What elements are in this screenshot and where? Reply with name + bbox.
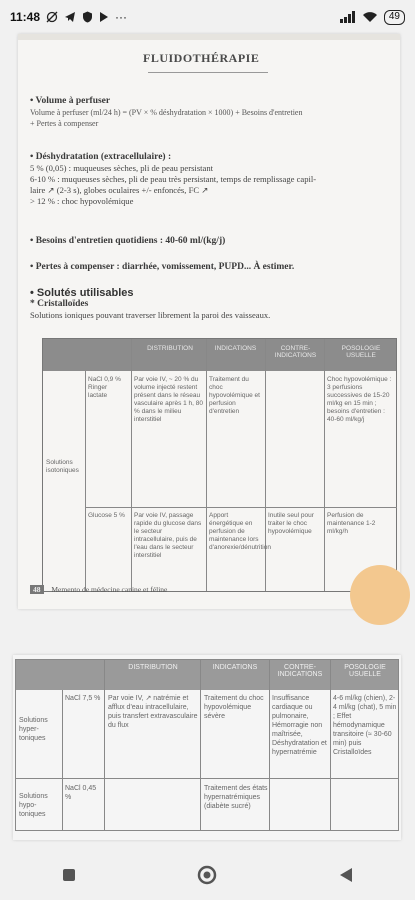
row-label: Solutions hyper-toniques bbox=[19, 717, 48, 742]
cell-solute: NaCl 0,45 % bbox=[65, 785, 97, 801]
col-divider bbox=[324, 339, 325, 591]
cell-solute: NaCl 7,5 % bbox=[65, 695, 101, 702]
volume-formula: Volume à perfuser (ml/24 h) = (PV × % déshydratation × 1000) + Besoins d'entretien bbox=[30, 108, 303, 117]
back-triangle-icon bbox=[339, 867, 353, 883]
recents-button[interactable] bbox=[49, 855, 89, 895]
col-divider bbox=[85, 371, 86, 591]
cell-solute: NaCl 0,9 % Ringer lactate bbox=[88, 376, 121, 399]
dehydration-line: 6-10 % : muqueuses sèches, pli de peau très persistant, temps de remplissage capil- bbox=[30, 174, 317, 184]
row-divider bbox=[85, 507, 397, 508]
dehydration-line: laire ↗ (2-3 s), globes oculaires +/- enfoncés, FC ↗ bbox=[30, 185, 209, 195]
volume-heading: • Volume à perfuser bbox=[30, 96, 111, 106]
cell-contre: Insuffisance cardiaque ou pulmonaire, Hémorragie non maîtrisée, Déshydratation et hypernatrémie bbox=[272, 695, 327, 756]
cell-contre: Inutile seul pour traiter le choc hypovolémique bbox=[268, 512, 314, 535]
header-indications: INDICATIONS bbox=[214, 345, 257, 352]
play-icon bbox=[99, 11, 109, 23]
title-divider bbox=[148, 72, 268, 73]
row-divider bbox=[16, 778, 398, 779]
wifi-icon bbox=[362, 11, 378, 23]
col-divider bbox=[269, 660, 270, 830]
header-distribution: DISTRIBUTION bbox=[128, 664, 178, 671]
document-page-photo bbox=[18, 34, 400, 609]
more-notifications: ··· bbox=[115, 10, 128, 24]
col-divider bbox=[330, 660, 331, 830]
header-distribution: DISTRIBUTION bbox=[147, 345, 193, 352]
col-divider bbox=[206, 339, 207, 591]
header-posologie: POSOLOGIE USUELLE bbox=[341, 345, 381, 359]
header-contre-indications: CONTRE-INDICATIONS bbox=[277, 664, 323, 678]
cell-distribution: Par voie IV, passage rapide du glucose dans le secteur intracellulaire, puis de l'eau dans le secteur interstitiel bbox=[134, 512, 202, 559]
col-divider bbox=[62, 690, 63, 830]
table-hyper-hypo bbox=[15, 659, 399, 831]
system-nav-bar bbox=[0, 850, 415, 900]
square-icon bbox=[62, 868, 76, 882]
battery-indicator: 49 bbox=[384, 10, 405, 25]
page-footer bbox=[30, 585, 167, 594]
cell-distribution: Par voie IV, ↗ natrémie et afflux d'eau intracellulaire, puis transfert extravasculaire du flux bbox=[108, 695, 198, 729]
dehydration-heading: • Déshydratation (extracellulaire) : bbox=[30, 152, 172, 162]
cell-indications: Traitement du choc hypovolémique et perfusion d'entretien bbox=[209, 376, 260, 415]
back-button[interactable] bbox=[326, 855, 366, 895]
cell-posologie: Choc hypovolémique : 3 perfusions successives de 15-20 ml/kg en 15 min ; besoins d'entretien : 40-60 ml/kg/j bbox=[327, 376, 392, 423]
besoins-line: • Besoins d'entretien quotidiens : 40-60 ml/(kg/j) bbox=[30, 236, 226, 246]
volume-section bbox=[30, 96, 302, 129]
header-indications: INDICATIONS bbox=[212, 664, 258, 671]
header-contre-indications: CONTRE-INDICATIONS bbox=[274, 345, 317, 359]
page-number: 48 bbox=[30, 585, 44, 594]
cell-indications: Traitement des états hypernatrémiques (diabète sucré) bbox=[204, 785, 268, 810]
telegram-icon bbox=[64, 11, 76, 23]
cell-indications: Apport énergétique en perfusion de maintenance lors d'anorexie/dénutrition bbox=[209, 512, 271, 551]
cell-indications: Traitement du choc hypovolémique sévère bbox=[204, 695, 264, 720]
volume-formula-cont: + Pertes à compenser bbox=[30, 119, 99, 128]
circle-icon bbox=[197, 865, 217, 885]
col-divider bbox=[200, 660, 201, 830]
cristalloides-subheading: * Cristalloïdes bbox=[30, 299, 89, 309]
sync-off-icon bbox=[46, 11, 58, 23]
solutes-section bbox=[30, 288, 270, 321]
clock: 11:48 bbox=[10, 10, 41, 24]
header-posologie: POSOLOGIE USUELLE bbox=[344, 664, 386, 678]
status-bar bbox=[0, 0, 415, 34]
cell-posologie: Perfusion de maintenance 1-2 ml/kg/h bbox=[327, 512, 376, 535]
document-page-photo-2 bbox=[13, 655, 401, 840]
col-divider bbox=[104, 660, 105, 830]
shield-icon bbox=[82, 11, 93, 23]
pertes-line: • Pertes à compenser : diarrhée, vomissement, PUPD... À estimer. bbox=[30, 262, 295, 272]
dehydration-section bbox=[30, 152, 400, 207]
row-label: Solutions isotoniques bbox=[46, 459, 79, 474]
dehydration-line: 5 % (0,05) : muqueuses sèches, pli de peau persistant bbox=[30, 163, 214, 173]
signal-icon bbox=[340, 11, 356, 23]
dehydration-line: > 12 % : choc hypovolémique bbox=[30, 196, 134, 206]
page-title: FLUIDOTHÉRAPIE bbox=[143, 51, 260, 65]
book-title: Memento de médecine canine et féline bbox=[51, 585, 168, 594]
row-label: Solutions hypo-toniques bbox=[19, 793, 48, 818]
table-isotonic bbox=[42, 338, 397, 592]
cell-distribution: Par voie IV, ~ 20 % du volume injecté restent présent dans le réseau vasculaire après 1 h, 80 % dans le milieu interstitiel bbox=[134, 376, 204, 423]
page-edge bbox=[18, 34, 400, 40]
solutes-heading: • Solutés utilisables bbox=[30, 287, 134, 299]
cell-posologie: 4-6 ml/kg (chien), 2-4 ml/kg (chat), 5 min ; Effet hémodynamique transitoire (≈ 30-60 min) puis Cristalloïdes bbox=[333, 695, 397, 756]
solutes-description: Solutions ioniques pouvant traverser librement la paroi des vaisseaux. bbox=[30, 310, 271, 320]
finger-blur bbox=[350, 565, 410, 625]
col-divider bbox=[265, 339, 266, 591]
home-button[interactable] bbox=[187, 855, 227, 895]
cell-solute: Glucose 5 % bbox=[88, 512, 125, 519]
col-divider bbox=[131, 339, 132, 591]
